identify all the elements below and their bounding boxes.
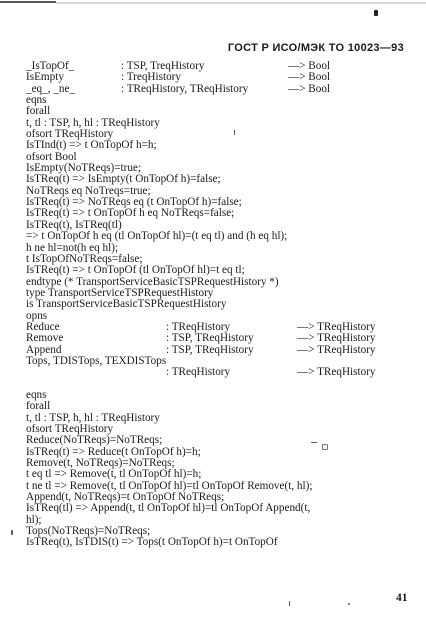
code-line: type TransportServiceTSPRequestHistory (26, 286, 214, 299)
code-line: is TransportServiceBasicTSPRequestHistory (26, 298, 227, 311)
code-line: Tops(NoTReqs)=NoTReqs; (26, 525, 151, 538)
code-line: IsEmpty(NoTReqs)=true; (26, 162, 142, 175)
op-name: Reduce (26, 320, 60, 333)
code-line: ofsort TReqHistory (26, 423, 114, 435)
code-line: NoTReqs eq NoTreqs=true; (26, 184, 151, 197)
code-line: t, tl : TSP, h, hl : TReqHistory (26, 411, 160, 424)
scan-speck (311, 442, 317, 443)
op-name: IsEmpty (26, 71, 64, 84)
scan-speck (348, 603, 350, 605)
op-name: _eq_, _ne_ (26, 82, 76, 95)
code-line: h ne hl=not(h eq hl); (26, 241, 119, 254)
op-result: —> Bool (288, 71, 331, 84)
code-line: Reduce(NoTReqs)=NoTReqs; (26, 434, 163, 447)
code-line: t, tl : TSP, h, hl : TReqHistory (26, 116, 160, 129)
code-line: IsTReq(t), IsTDIS(t) => Tops(t OnTopOf h)=t OnTopOf (26, 536, 278, 549)
code-line: Remove(t, NoTReqs)=NoTReqs; (26, 457, 175, 470)
scan-speck (322, 444, 328, 450)
op-result: —> Bool (288, 82, 331, 95)
op-name: Remove (26, 332, 64, 345)
code-line: t eq tl => Remove(t, tl OnTopOf hl)=h; (26, 468, 202, 481)
op-sort: : TreqHistory (121, 71, 181, 84)
code-line: IsTReq(t) => Reduce(t OnTopOf h)=h; (26, 445, 201, 458)
lotos-specification (26, 61, 418, 549)
code-line: IsTReq(t) => t OnTopOf (tl OnTopOf hl)=t eq tl; (26, 264, 245, 277)
op-name: _IsTopOf_ (26, 60, 75, 72)
code-line: => t OnTopOf h eq (tl OnTopOf hl)=(t eq tl) and (h eq hl); (26, 230, 288, 243)
code-line: ofsort Bool (26, 150, 77, 163)
page-number: 41 (396, 592, 408, 604)
code-line: Append(t, NoTReqs)=t OnTopOf NoTReqs; (26, 491, 225, 504)
op-sort: : TSP, TReqHistory (166, 343, 254, 356)
operation-row (26, 367, 418, 378)
signature-row (26, 84, 418, 95)
code-line: eqns (26, 388, 47, 401)
op-name: Tops, TDISTops, TEXDISTops (26, 354, 167, 367)
op-sort: : TReqHistory, TReqHistory (121, 82, 249, 95)
code-line: IsTInd(t) => t OnTopOf h=h; (26, 139, 157, 152)
code-line: opns (26, 309, 48, 322)
op-result: —> TReqHistory (297, 332, 376, 345)
code-line: hl); (26, 513, 42, 526)
op-result: —> TReqHistory (297, 343, 376, 356)
code-line: IsTReq(t) => t OnTopOf h eq NoTReqs=false; (26, 207, 235, 220)
scan-speck (11, 530, 13, 535)
code-line: endtype (* TransportServiceBasicTSPRequestHistory *) (26, 275, 279, 288)
signature-row (26, 72, 418, 83)
code-line: IsTReq(tl) => Append(t, tl OnTopOf hl)=tl OnTopOf Append(t, (26, 502, 311, 515)
scan-speck (289, 601, 290, 606)
corner-mark (374, 10, 378, 16)
op-result: —> TReqHistory (297, 366, 376, 379)
code-line: eqns (26, 94, 47, 107)
code-line: IsTReq(t), IsTReq(tl) (26, 218, 122, 231)
code-line: IsTReq(t) => IsEmpty(t OnTopOf h)=false; (26, 173, 221, 186)
op-sort: : TSP, TreqHistory (121, 60, 205, 72)
op-sort: : TReqHistory (166, 366, 231, 379)
code-line: t ne tl => Remove(t, tl OnTopOf hl)=tl OnTopOf Remove(t, hl); (26, 479, 313, 492)
op-result: —> TReqHistory (297, 320, 376, 333)
code-line: forall (26, 400, 51, 413)
op-sort: : TReqHistory (166, 320, 231, 333)
blank-line (26, 379, 418, 390)
code-line: ofsort TReqHistory (26, 128, 114, 141)
code-line: IsTReq(t) => NoTReqs eq (t OnTopOf h)=false; (26, 196, 242, 209)
code-line: t IsTopOfNoTReqs=false; (26, 252, 143, 265)
op-sort: : TSP, TReqHistory (166, 332, 254, 345)
op-name: Append (26, 343, 62, 356)
scan-speck (234, 130, 235, 135)
op-result: —> Bool (288, 60, 331, 72)
page-header: ГОСТ Р ИСО/МЭК ТО 10023—93 (227, 42, 404, 54)
signature-row (26, 61, 418, 72)
top-border-line (0, 0, 426, 10)
code-line: forall (26, 105, 51, 118)
operation-row (26, 333, 418, 344)
